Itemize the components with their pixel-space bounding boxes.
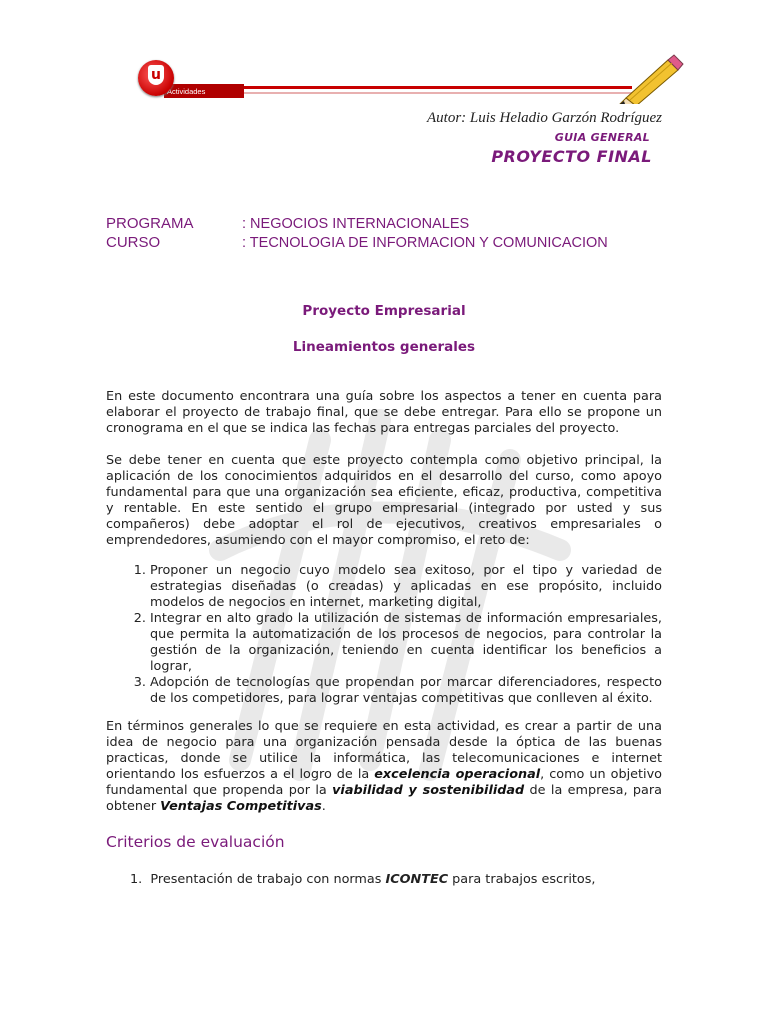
course-row — [106, 234, 608, 251]
list-item: 3. Adopción de tecnologías que propendan por marcar diferenciadores, respecto de los competidores, para lograr ventajas competitivas que conlleven al éxito. — [150, 675, 662, 707]
course-value: : TECNOLOGIA DE INFORMACION Y COMUNICACION — [242, 235, 608, 251]
program-value: : NEGOCIOS INTERNACIONALES — [242, 216, 470, 232]
intro-paragraph: En este documento encontrara una guía sobre los aspectos a tener en cuenta para elaborar el proyecto de trabajo final, que se debe entregar. Para ello se propone un cronograma en el que se indica las fechas para entregas parciales del proyecto. — [106, 389, 662, 436]
criteria-heading: Criterios de evaluación — [106, 833, 285, 851]
guide-label: GUIA GENERAL — [554, 131, 650, 144]
criteria-text: para trabajos escritos, — [448, 872, 596, 887]
objective-paragraph: Se debe tener en cuenta que este proyecto contempla como objetivo principal, la aplicación de los conocimientos adquiridos en el desarrollo del curso, como apoyo fundamental para que una organización sea eficiente, eficaz, productiva, competitiva y rentable. En este sentido el grupo empresarial (integrado por usted y sus compañeros) debe adoptar el rol de ejecutivos, creativos empresariales o emprendedores, asumiendo con el mayor compromiso, el reto de: — [106, 453, 662, 548]
criteria-text: Presentación de trabajo con normas — [150, 872, 386, 887]
challenges-list — [106, 563, 662, 707]
section-heading-guidelines: Lineamientos generales — [292, 339, 476, 355]
summary-emphasis: excelencia operacional — [374, 767, 541, 782]
course-label: CURSO — [106, 234, 161, 251]
summary-text: En términos generales lo que se requiere en esta actividad, es crear a partir de una idea de negocio para una organización pensada desde la óptica de las buenas practicas, donde se utilice la informática, las telecomunicaciones e internet orientando los esfuerzos a el logro de la — [106, 719, 662, 782]
program-row — [106, 215, 469, 232]
summary-paragraph — [106, 719, 662, 815]
author-line: Autor: Luis Heladio Garzón Rodríguez — [426, 110, 662, 126]
section-heading-project: Proyecto Empresarial — [302, 303, 466, 319]
criteria-emphasis: ICONTEC — [385, 872, 449, 887]
criteria-number: 1. — [130, 872, 143, 887]
list-item: 2. Integrar en alto grado la utilización de sistemas de información empresariales, que permita la automatización de los procesos de negocios, para controlar la gestión de la organización, teniendo en cuenta identificar los beneficios a lograr, — [150, 611, 662, 675]
project-title: PROYECTO FINAL — [491, 147, 652, 166]
logo-text: Actividades — [167, 87, 206, 96]
pencil-icon — [616, 54, 686, 104]
program-label: PROGRAMA — [106, 215, 194, 232]
summary-text: de la empresa, para obtener — [106, 783, 662, 814]
header-logo — [132, 54, 672, 104]
summary-emphasis: viabilidad y sostenibilidad — [332, 783, 525, 798]
criteria-item — [130, 872, 595, 887]
logo-u-icon: u — [148, 65, 164, 85]
summary-emphasis: Ventajas Competitivas — [160, 799, 322, 814]
summary-text: . — [321, 799, 326, 814]
summary-text: , como un objetivo fundamental que propenda por la — [106, 767, 662, 798]
list-item: 1. Proponer un negocio cuyo modelo sea exitoso, por el tipo y variedad de estrategias diseñadas (o creadas) y aplicadas en ese propósito, incluido modelos de negocios en internet, marketing digital, — [150, 563, 662, 611]
